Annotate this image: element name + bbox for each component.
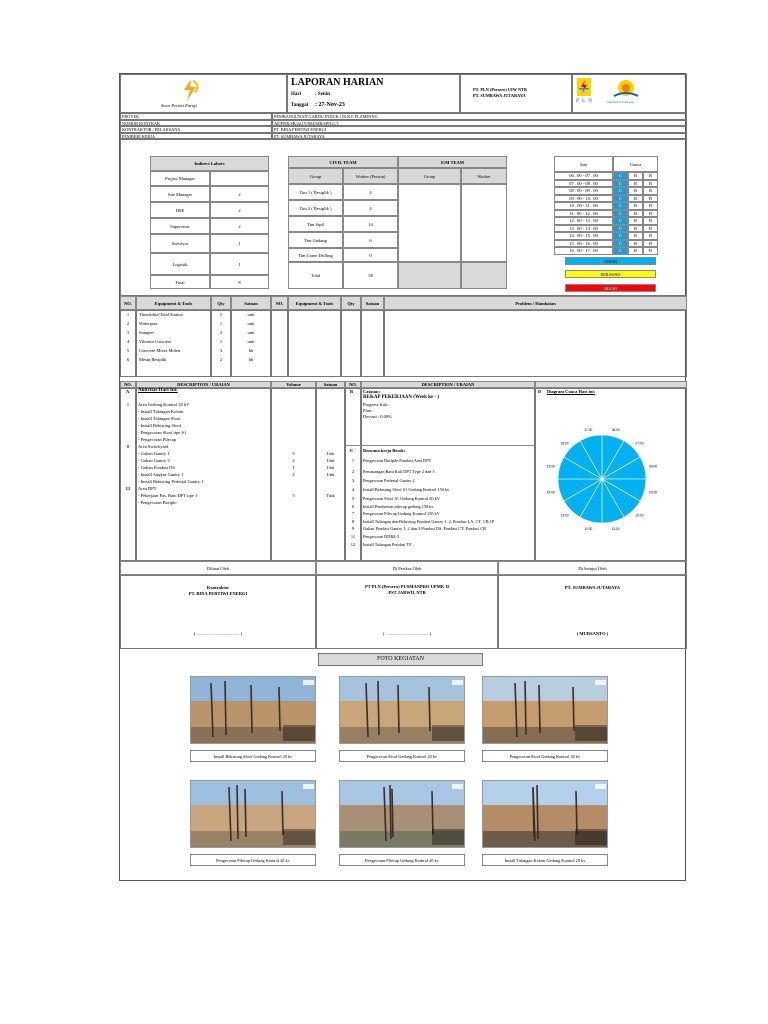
section-b-title: Catatan: — [363, 389, 380, 394]
company-logo-box — [120, 74, 287, 113]
plan-text: Pemasangan Batu Kali DPT Type 2 dan 3 — [363, 469, 435, 474]
activity-text: - Pekerjaan Pas. Batu DPT tipe 1 — [138, 493, 198, 498]
plan-no: 4 — [351, 487, 355, 492]
equip-col — [341, 310, 361, 377]
activity-text: - Install Tulangan Kolom — [138, 409, 184, 414]
equip-col — [361, 310, 384, 377]
team-group: Tim 2 ( Besiplik ) — [288, 200, 343, 216]
indirect-qty: 1 — [210, 234, 269, 253]
legend-hujan-label: HUJAN — [565, 284, 656, 292]
indirect-role: Project Manager — [150, 171, 210, 186]
weather-mark-hujan: B — [643, 202, 658, 210]
activity-text: - Galian Gantry 3 — [138, 458, 170, 463]
weather-hour: 12 . 00 - 13 . 00 — [554, 217, 613, 225]
pln-sig-line2: PST JARWIL NTB — [388, 590, 426, 595]
col-cuaca: Cuaca — [613, 156, 658, 172]
checked-by: Di Periksa Oleh — [316, 561, 498, 575]
indirect-qty: 1 — [210, 253, 269, 275]
weather-mark-hujan: B — [643, 180, 658, 188]
plan-text: Pengecoran Pilecap Gedung Kontrol 150 kV — [363, 511, 440, 516]
equip-name: Theodolite/Total Station — [139, 312, 183, 317]
col-group2: Group — [398, 168, 461, 184]
pie-label: 13:00 — [560, 513, 569, 518]
equip-qty: 1 — [219, 321, 223, 326]
client-logos-box — [572, 74, 687, 113]
activity-photo — [339, 780, 465, 848]
team-group: Total — [288, 262, 343, 289]
tanggal-value: : 27-Nov-23 — [315, 102, 345, 108]
sig-blank: ( ...................................... ) — [194, 631, 242, 636]
plan-no: 8 — [351, 519, 355, 524]
team-table — [288, 156, 507, 289]
indirect-role: Supervisor — [150, 218, 210, 234]
equip-unit: bh — [248, 348, 254, 353]
col-satuan: Satuan — [231, 296, 271, 310]
activities-section — [120, 381, 687, 561]
col-worker-person: Worker (Person) — [343, 168, 398, 184]
rekap-line: Deviasi : 0.00% — [363, 414, 392, 419]
equip-no: 4 — [126, 339, 130, 344]
weather-mark-berawan: B — [628, 225, 643, 233]
plan-text: Install Pembesian pilecap gedung 150 kv — [363, 504, 434, 509]
pie-label: 11:00 — [611, 526, 620, 531]
weather-hour: 16 . 00 - 17 . 00 — [554, 247, 613, 255]
weather-mark-hujan: B — [643, 217, 658, 225]
legend-berawan — [565, 270, 656, 278]
photo-caption: Install Bekisting Sloof Gedung Kontrol 20 kv — [190, 750, 316, 762]
weather-mark-hujan: B — [643, 195, 658, 203]
col-satuan2: Satuan — [361, 296, 384, 310]
indirect-qty — [210, 171, 269, 186]
info-label: KONTRAKTOR / PELAKSANA — [120, 126, 272, 133]
equip-qty: 2 — [219, 357, 223, 362]
col-group: Group — [288, 168, 343, 184]
approved-by: Di Setujui Oleh — [498, 561, 687, 575]
indirect-role: Surveyor — [150, 234, 210, 253]
equip-no: 5 — [126, 348, 130, 353]
pie-label: 15:00 — [546, 464, 555, 469]
report-title: LAPORAN HARIAN — [291, 77, 384, 88]
section-d-label: D — [538, 389, 542, 394]
col-problem: Problem / Hambatan — [384, 296, 687, 310]
weather-hour: 07 . 00 - 08 . 00 — [554, 180, 613, 188]
pie-label: 08:00 — [649, 464, 658, 469]
activity-volume: 2 — [292, 458, 295, 463]
pie-label: 12:00 — [584, 526, 593, 531]
plan-no: 7 — [351, 511, 355, 516]
equip-col — [288, 310, 341, 377]
equip-name: Mesin Besiplik — [139, 357, 167, 362]
activity-unit: Titik — [326, 493, 335, 498]
plan-text: Galian Pondasi Gantry 1, 2 dan 3 Pondasi DS, Pondasi CT, Pondasi CB — [363, 526, 486, 531]
plan-no: 3 — [351, 478, 355, 483]
activity-text: Area DPT — [138, 486, 157, 491]
em-group-blank — [398, 184, 461, 262]
sumbawa-logo-icon — [611, 78, 641, 100]
plan-no: 11 — [350, 534, 356, 539]
info-value: PT. SUMBAWA JUTARAYA — [272, 133, 687, 140]
plan-text: Install Tulangan dan Bekisting Pondasi Gantry 1, 2, Pondasi LA, CT, CB 1P — [363, 519, 495, 524]
activity-text: Area Switchyard — [138, 444, 169, 449]
indirect-qty: 2 — [210, 202, 269, 218]
col-equipment: Equipment & Tools — [136, 296, 211, 310]
info-value: PT. BINA PERTIWI ENERGI — [272, 126, 687, 133]
col-qty: Qty — [211, 296, 231, 310]
weather-mark-berawan: B — [628, 247, 643, 255]
weather-mark-berawan: B — [628, 195, 643, 203]
activity-unit: Unit — [326, 458, 335, 463]
section-a-title: Aktivitas Hari Ini: — [138, 388, 178, 393]
plan-text: Pengecoran Boripile Pondasi Area DPT — [363, 458, 432, 463]
rekap-line: Plan : — [363, 408, 374, 413]
plan-text: Pengecoran Pedestal Gantry 2 — [363, 478, 415, 483]
rekap-line: Progress fisik : — [363, 402, 390, 407]
activity-photo — [339, 676, 465, 744]
team-worker: 4 — [343, 200, 398, 216]
plan-text: Pengecoran Sloof S1 Gedung Kontrol 20 kV — [363, 496, 440, 501]
weather-mark-hujan: B — [643, 172, 658, 180]
weather-mark-berawan: B — [628, 217, 643, 225]
equip-qty: 1 — [219, 339, 223, 344]
section-d-title: Diagram Cuaca Hari ini: — [547, 389, 596, 394]
photo-image — [483, 677, 608, 744]
activity-text: - Pengecoran Boriplo — [138, 500, 177, 505]
weather-pie-chart — [540, 421, 670, 536]
equip-unit: unit — [247, 321, 255, 326]
equip-qty: 3 — [219, 348, 223, 353]
photo-image — [340, 677, 465, 744]
weather-hour: 13 . 00 - 14 . 00 — [554, 225, 613, 233]
pie-label: 10:00 — [635, 513, 644, 518]
sumbawa-logo-text: Sumbawa Jutaraya — [607, 100, 634, 104]
em-team-header: E/M TEAM — [398, 156, 507, 168]
legend-cerah — [565, 257, 656, 265]
activity-no: I — [127, 402, 129, 407]
weather-mark-berawan: B — [628, 172, 643, 180]
photo-image — [191, 677, 316, 744]
photo-caption: Pengecoran Pilecap Gedung Kontrol 20 kv — [339, 854, 465, 866]
weather-mark-hujan: B — [643, 187, 658, 195]
prepared-by: Dibuat Oleh — [120, 561, 316, 575]
sumbawa-sig-name: PT. SUMBAWA JUTARAYA — [564, 585, 621, 590]
weather-mark-cerah: C — [613, 180, 628, 188]
equip-no: 1 — [126, 312, 130, 317]
activity-volume: 5 — [292, 493, 295, 498]
weather-mark-berawan: B — [628, 187, 643, 195]
equip-unit: unit — [247, 312, 255, 317]
equip-name: Concrete Mixer Molen — [139, 348, 181, 353]
team-group: Tim 1 ( Besiplik ) — [288, 184, 343, 200]
equip-unit: unit — [247, 330, 255, 335]
act-col-no2: NO. — [345, 381, 361, 388]
report-sheet — [119, 73, 686, 881]
weather-mark-hujan: B — [643, 240, 658, 248]
pln-sig-line1: PT PLN (Persero) PUSMANPRO UPMK II — [365, 584, 449, 589]
equip-name: Waterpass — [139, 321, 158, 326]
activity-volume: 5 — [292, 451, 295, 456]
plan-text: Install Bekisting Sloof S1 Gedung Kontrol 150 kv — [363, 487, 450, 492]
activity-text: - Install Bekisting Pedestal Gantry 1 — [138, 479, 204, 484]
act-col-desc: DESCRIPTION / URAIAN — [136, 381, 271, 388]
team-worker: 14 — [343, 216, 398, 232]
activity-text: Area Gedung Kontrol 20 kV — [138, 402, 190, 407]
activity-text: - Install Tulangan Sloof — [138, 416, 181, 421]
indirect-role: Total — [150, 275, 210, 289]
weather-mark-berawan: B — [628, 232, 643, 240]
title-box — [287, 74, 460, 113]
plan-text: Pengecoran DDR4-3 — [363, 534, 399, 539]
photo-caption: Pengecoran Sloof Gedung Kontrol 20 kv — [482, 750, 608, 762]
company-tagline: Sinar Pertiwi Energi — [161, 103, 197, 108]
team-group: Tim Gudang — [288, 232, 343, 248]
indirect-qty: 8 — [210, 275, 269, 289]
info-table — [120, 113, 687, 139]
col-equipment2: Equipment & Tools — [288, 296, 341, 310]
pie-label: 17:00 — [584, 428, 593, 433]
act-col-blank — [535, 381, 687, 388]
info-label: PROYEK — [120, 113, 272, 120]
activity-volume: 1 — [292, 465, 295, 470]
weather-mark-cerah: C — [613, 172, 628, 180]
activity-no: III — [125, 486, 131, 491]
weather-mark-cerah: C — [613, 210, 628, 218]
activity-photo — [190, 780, 316, 848]
client-line1: PT. PLN (Persero) UIW NTB — [473, 87, 527, 92]
indirect-header: Indirect Labors — [150, 156, 269, 171]
photo-caption: Install Tulangan Kolom Gedung Kontrol 20 kv — [482, 854, 608, 866]
team-worker: 6 — [343, 232, 398, 248]
activity-text: - Galian Gantry 1 — [138, 451, 170, 456]
indirect-labor-table — [150, 156, 269, 289]
indirect-role: Logistik — [150, 253, 210, 275]
signature-section — [120, 561, 687, 649]
weather-mark-cerah: C — [613, 202, 628, 210]
pln-text: P L N — [576, 99, 593, 104]
pln-logo-icon — [577, 78, 591, 96]
team-worker: 0 — [343, 248, 398, 262]
indirect-role: HSE — [150, 202, 210, 218]
equip-no: 6 — [126, 357, 130, 362]
company-logo-icon — [179, 78, 201, 102]
sig-blank: ( ...................................... ) — [383, 631, 431, 636]
weather-hour: 08 . 00 - 09 . 00 — [554, 187, 613, 195]
info-label: PEMBERI KERJA — [120, 133, 272, 140]
act-col-no: NO. — [120, 381, 136, 388]
weather-mark-cerah: C — [613, 195, 628, 203]
plan-no: 5 — [351, 496, 355, 501]
hari-label: Hari — [291, 92, 301, 97]
activity-volume: 2 — [292, 472, 295, 477]
legend-berawan-label: BERAWAN — [565, 270, 656, 278]
weather-mark-cerah: C — [613, 240, 628, 248]
rekap-title: REKAP PEKERJAAN (Week ke - ) — [363, 395, 439, 400]
weather-hour: 10 . 00 - 11 . 00 — [554, 202, 613, 210]
photo-caption: Pengecoran Sloof Gedung Kontrol 20 kv — [339, 750, 465, 762]
equip-qty: 2 — [219, 330, 223, 335]
weather-hour: 06 . 00 - 07 . 00 — [554, 172, 613, 180]
col-jam: Jam — [554, 156, 613, 172]
indirect-qty: 2 — [210, 218, 269, 234]
act-col-desc2: DESCRIPTION / URAIAN — [361, 381, 535, 388]
activity-photo — [482, 676, 608, 744]
team-worker: 38 — [343, 262, 398, 289]
act-col-volume: Volume — [271, 381, 316, 388]
pie-label: 14:00 — [546, 490, 555, 495]
equip-qty: 1 — [219, 312, 223, 317]
weather-mark-cerah: C — [613, 187, 628, 195]
team-worker: 4 — [343, 184, 398, 200]
activity-text: - Galian Pondasi DS — [138, 465, 175, 470]
equip-name: Stamper — [139, 330, 154, 335]
indirect-role: Site Manager — [150, 186, 210, 202]
pie-label: 09:00 — [649, 490, 658, 495]
weather-mark-hujan: B — [643, 210, 658, 218]
plan-no: 1 — [351, 458, 355, 463]
plan-no: 6 — [351, 504, 355, 509]
plan-no: 9 — [351, 526, 355, 531]
info-value: AE/PDR.SB/22.IV/004/SIB.SPN.C/3 — [272, 120, 687, 127]
activity-unit: Unit — [326, 472, 335, 477]
weather-mark-hujan: B — [643, 225, 658, 233]
weather-mark-hujan: B — [643, 232, 658, 240]
activity-photo — [190, 676, 316, 744]
photo-image — [191, 781, 316, 848]
team-group: Tim Sipil — [288, 216, 343, 232]
weather-mark-cerah: C — [613, 225, 628, 233]
col-no2: NO. — [271, 296, 288, 310]
weather-mark-hujan: B — [643, 247, 658, 255]
section-a-label: A — [126, 389, 130, 394]
equip-unit: unit — [247, 339, 255, 344]
equip-no: 2 — [126, 321, 130, 326]
photo-image — [340, 781, 465, 848]
activity-photo — [482, 780, 608, 848]
act-col-satuan: Satuan — [316, 381, 345, 388]
activity-text: - Pengecoran Sloof tipe S1 — [138, 430, 187, 435]
weather-hour: 15 . 00 - 16 . 00 — [554, 240, 613, 248]
info-value: PEMBANGUNAN GARDU INDUK 150 KV PLAMPANG — [272, 113, 687, 120]
weather-mark-berawan: B — [628, 240, 643, 248]
indirect-qty: 2 — [210, 186, 269, 202]
activity-text: - Install Bekisting Sloof — [138, 423, 182, 428]
activity-text: - Install Angkur Gantry 1 — [138, 472, 184, 477]
weather-hour: 14 . 00 - 15 . 00 — [554, 232, 613, 240]
em-total-blank — [398, 262, 461, 289]
plan-no: 2 — [351, 469, 355, 474]
pie-label: 16:00 — [560, 441, 569, 446]
em-worker-blank — [461, 184, 507, 262]
equip-unit: bh — [248, 357, 254, 362]
weather-hour: 11 . 00 - 12 . 00 — [554, 210, 613, 218]
mursanto: ( MURSANTO ) — [576, 631, 609, 636]
photos-title: FOTO KEGIATAN — [318, 653, 483, 666]
weather-table — [554, 156, 658, 255]
kontraktor-label: Kontraktor — [206, 585, 230, 590]
divider — [345, 445, 535, 446]
hari-value: : Senin — [315, 92, 330, 97]
weather-mark-berawan: B — [628, 180, 643, 188]
activity-text: - Pengecoran Pilecap — [138, 437, 176, 442]
weather-hour: 09 . 00 - 10 . 00 — [554, 195, 613, 203]
pie-label: 07:00 — [635, 441, 644, 446]
activity-no: II — [126, 444, 130, 449]
team-group: Tim Crane Drilling — [288, 248, 343, 262]
photo-caption: Pengecoran Pilecap Gedung Kontrol 20 kv — [190, 854, 316, 866]
info-label: NOMOR KONTRAK — [120, 120, 272, 127]
equip-col — [271, 310, 288, 377]
kontraktor-name: PT. BINA PERTIWI ENERGI — [188, 591, 248, 596]
problem-area — [384, 310, 687, 377]
plan-no: 12 — [350, 542, 356, 547]
col-worker: Worker — [461, 168, 507, 184]
photo-image — [483, 781, 608, 848]
civil-team-header: CIVIL TEAM — [288, 156, 398, 168]
pie-label: 06:00 — [611, 428, 620, 433]
section-c-title: Rencana kerja Besok: — [363, 448, 406, 453]
client-box — [460, 74, 572, 113]
col-no: NO. — [120, 296, 136, 310]
equip-no: 3 — [126, 330, 130, 335]
legend-cerah-label: CERAH — [565, 257, 656, 265]
client-line2: PT. SUMBAWA JUTARAYA — [473, 93, 526, 98]
weather-mark-cerah: C — [613, 232, 628, 240]
legend-hujan — [565, 284, 656, 292]
tanggal-label: Tanggal — [291, 103, 309, 108]
equip-name: Vibrator Concrete — [139, 339, 172, 344]
col-qty2: Qty — [341, 296, 361, 310]
act-col — [120, 388, 136, 561]
section-c-label: C — [350, 448, 354, 453]
weather-mark-berawan: B — [628, 202, 643, 210]
em-total-blank — [461, 262, 507, 289]
equipment-section — [120, 296, 687, 377]
activity-unit: Unit — [326, 451, 335, 456]
section-b-label: B — [350, 389, 354, 394]
weather-mark-berawan: B — [628, 210, 643, 218]
weather-mark-cerah: C — [613, 217, 628, 225]
plan-text: Install Tulangan Pondasi TE — [363, 542, 412, 547]
weather-mark-cerah: C — [613, 247, 628, 255]
activity-unit: Unit — [326, 465, 335, 470]
